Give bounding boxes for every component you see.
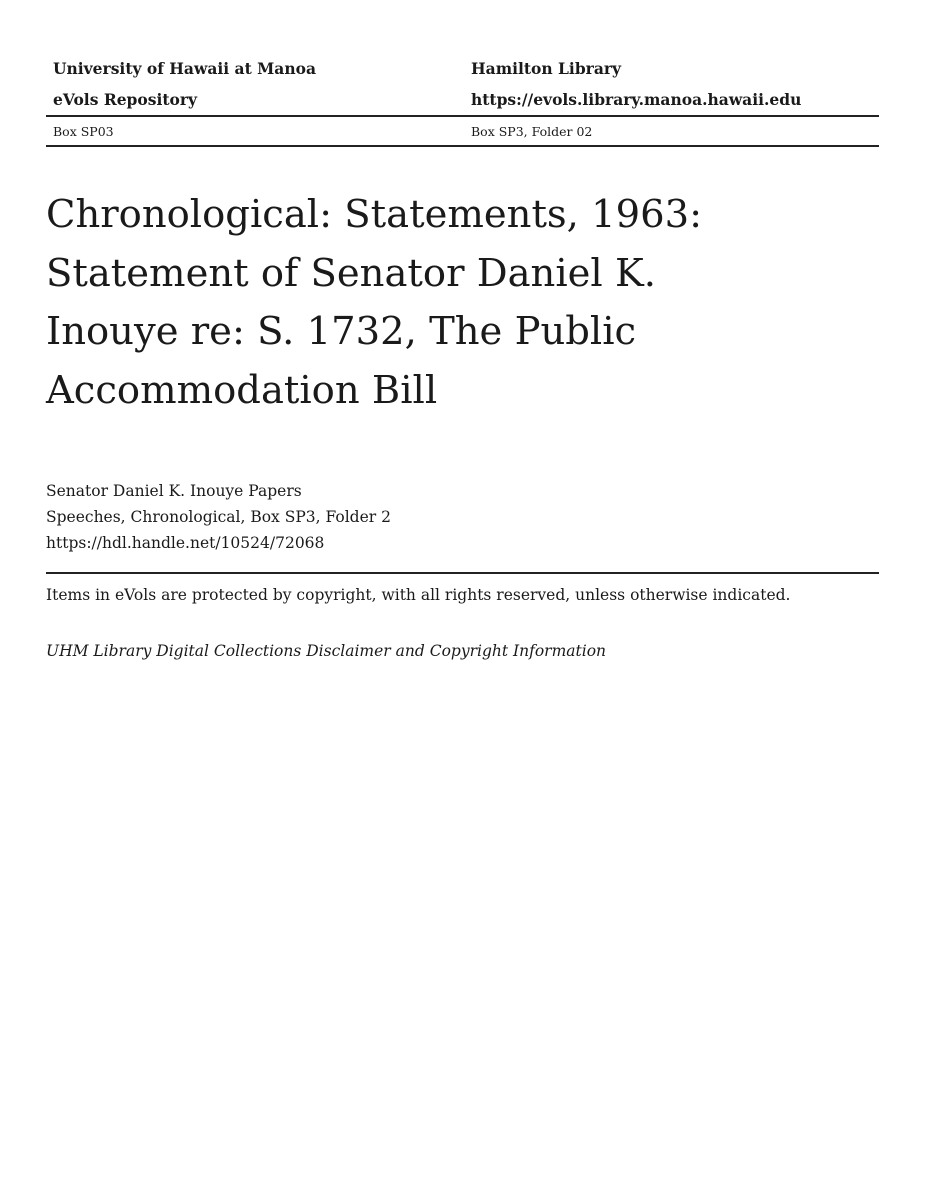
series-info: Speeches, Chronological, Box SP3, Folder 2 bbox=[46, 508, 391, 526]
title-line: Inouye re: S. 1732, The Public bbox=[46, 309, 637, 354]
library-name: Hamilton Library bbox=[471, 59, 622, 78]
footer-divider bbox=[46, 572, 879, 574]
header-row-3 bbox=[46, 117, 879, 145]
handle-link[interactable]: https://hdl.handle.net/10524/72068 bbox=[46, 534, 325, 552]
document-title bbox=[46, 186, 746, 420]
institution-name: University of Hawaii at Manoa bbox=[53, 59, 316, 78]
header-block bbox=[46, 53, 879, 147]
repository-url[interactable]: https://evols.library.manoa.hawaii.edu bbox=[471, 90, 802, 109]
header-row-2 bbox=[46, 84, 879, 115]
collection-name: Senator Daniel K. Inouye Papers bbox=[46, 482, 302, 500]
box-folder-label: Box SP3, Folder 02 bbox=[471, 123, 593, 139]
title-line: Statement of Senator Daniel K. bbox=[46, 250, 656, 296]
header-row-1 bbox=[46, 53, 879, 84]
title-line: Chronological: Statements, 1963: bbox=[46, 192, 703, 237]
header-divider-bottom bbox=[46, 145, 879, 147]
copyright-notice: Items in eVols are protected by copyright, with all rights reserved, unless otherwise indicated. bbox=[46, 586, 791, 604]
metadata-block bbox=[46, 478, 391, 556]
disclaimer-link[interactable]: UHM Library Digital Collections Disclaimer and Copyright Information bbox=[46, 642, 607, 660]
title-line: Accommodation Bill bbox=[46, 367, 438, 413]
box-label: Box SP03 bbox=[53, 123, 114, 139]
repository-name: eVols Repository bbox=[53, 90, 198, 109]
